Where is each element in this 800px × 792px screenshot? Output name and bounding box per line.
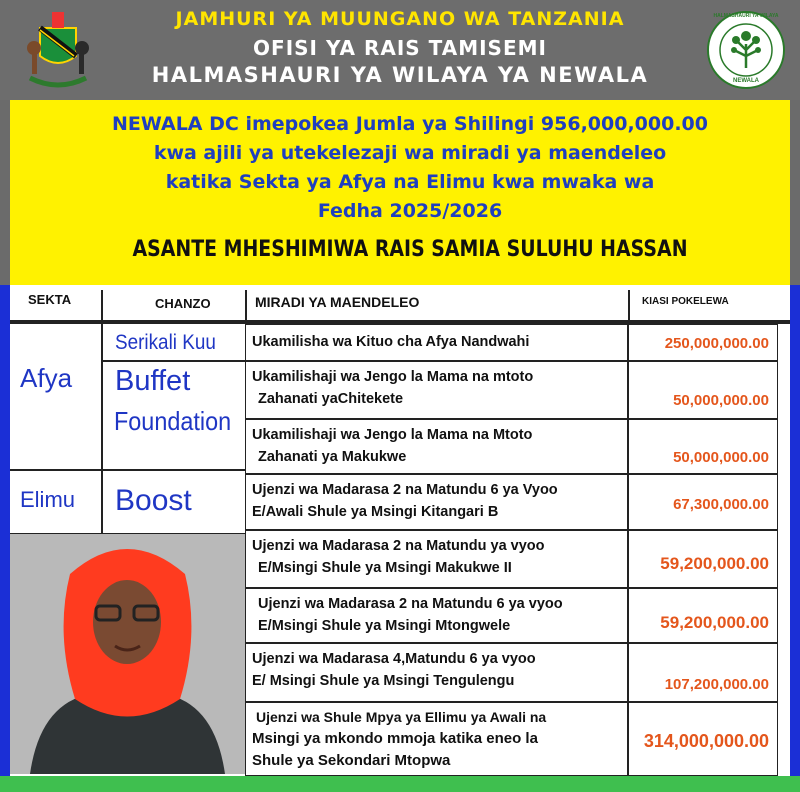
amount-row-7: 107,200,000.00 bbox=[628, 643, 778, 702]
chanzo-foundation: Foundation bbox=[114, 406, 232, 436]
header-kiasi: KIASI POKELEWA bbox=[642, 296, 729, 307]
project-row-3 bbox=[245, 419, 628, 474]
project-7-line-2: E/ Msingi Shule ya Msingi Tengulengu bbox=[252, 673, 515, 689]
project-2-line-1: Ukamilishaji wa Jengo la Mama na mtoto bbox=[252, 369, 534, 385]
project-8-line-2: Msingi ya mkondo mmoja katika eneo la bbox=[252, 730, 538, 747]
project-5-line-1: Ujenzi wa Madarasa 2 na Matundu ya vyoo bbox=[252, 538, 545, 554]
sekta-afya: Afya bbox=[20, 363, 73, 393]
announcement-line-2: kwa ajili ya utekelezaji wa miradi ya maendeleo bbox=[153, 142, 667, 164]
project-8-line-1: Ujenzi wa Shule Mpya ya Ellimu ya Awali na bbox=[256, 709, 547, 725]
project-6-line-2: E/Msingi Shule ya Msingi Mtongwele bbox=[258, 618, 511, 634]
project-row-5 bbox=[245, 530, 628, 588]
chanzo-buffet: Buffet bbox=[115, 365, 191, 397]
amount-row-6: 59,200,000.00 bbox=[628, 588, 778, 643]
left-blue-strip bbox=[0, 285, 10, 792]
sekta-divider bbox=[10, 469, 245, 471]
sekta-elimu: Elimu bbox=[20, 487, 76, 512]
bottom-green-bar bbox=[0, 776, 800, 792]
amount-row-4: 67,300,000.00 bbox=[628, 474, 778, 530]
project-row-4 bbox=[245, 474, 628, 530]
project-7-line-1: Ujenzi wa Madarasa 4,Matundu 6 ya vyoo bbox=[252, 651, 536, 667]
project-row-8 bbox=[245, 702, 628, 776]
project-8-line-3: Shule ya Sekondari Mtopwa bbox=[252, 752, 451, 769]
announcement-line-3: katika Sekta ya Afya na Elimu kwa mwaka wa bbox=[165, 171, 655, 193]
col-divider-3 bbox=[628, 290, 630, 324]
coat-of-arms-icon bbox=[22, 8, 94, 92]
portrait-icon bbox=[10, 534, 245, 774]
project-row-1 bbox=[245, 324, 628, 361]
district-logo bbox=[706, 10, 786, 90]
logo-text-top: HALMASHAURI YA WILAYA bbox=[713, 13, 779, 19]
project-3-line-1: Ukamilishaji wa Jengo la Mama na Mtoto bbox=[252, 427, 533, 443]
header-line-1: JAMHURI YA MUUNGANO WA TANZANIA bbox=[175, 8, 625, 30]
header-line-3: HALMASHAURI YA WILAYA YA NEWALA bbox=[151, 63, 649, 87]
project-5-line-2: E/Msingi Shule ya Msingi Makukwe II bbox=[258, 560, 512, 576]
project-row-7 bbox=[245, 643, 628, 702]
announcement-banner bbox=[10, 100, 790, 285]
project-1-text: Ukamilisha wa Kituo cha Afya Nandwahi bbox=[252, 334, 530, 350]
announcement-line-4: Fedha 2025/2026 bbox=[317, 200, 503, 222]
chanzo-boost: Boost bbox=[115, 484, 192, 517]
project-4-line-1: Ujenzi wa Madarasa 2 na Matundu 6 ya Vyoo bbox=[252, 482, 558, 498]
chanzo-serikali-kuu: Serikali Kuu bbox=[115, 331, 216, 354]
amount-row-2: 50,000,000.00 bbox=[628, 361, 778, 419]
header-miradi: MIRADI YA MAENDELEO bbox=[255, 294, 420, 310]
amount-row-3: 50,000,000.00 bbox=[628, 419, 778, 474]
announcement-line-1: NEWALA DC imepokea Jumla ya Shilingi 956,000,000.00 bbox=[112, 113, 708, 135]
logo-text-bottom: NEWALA bbox=[733, 78, 759, 84]
header-chanzo: CHANZO bbox=[155, 296, 211, 311]
col-divider-1 bbox=[101, 290, 103, 534]
project-2-line-2: Zahanati yaChitekete bbox=[258, 391, 404, 407]
amount-row-5: 59,200,000.00 bbox=[628, 530, 778, 588]
president-portrait bbox=[10, 534, 245, 774]
project-6-line-1: Ujenzi wa Madarasa 2 na Matundu 6 ya vyoo bbox=[258, 596, 563, 612]
thanks-line: ASANTE MHESHIMIWA RAIS SAMIA SULUHU HASSAN bbox=[132, 237, 688, 262]
header bbox=[0, 0, 800, 100]
project-row-2 bbox=[245, 361, 628, 419]
right-blue-strip bbox=[790, 285, 800, 792]
project-3-line-2: Zahanati ya Makukwe bbox=[258, 449, 407, 465]
project-row-6 bbox=[245, 588, 628, 643]
project-4-line-2: E/Awali Shule ya Msingi Kitangari B bbox=[252, 504, 499, 520]
col-divider-2 bbox=[245, 290, 247, 324]
header-line-2: OFISI YA RAIS TAMISEMI bbox=[253, 36, 547, 60]
header-sekta: SEKTA bbox=[28, 292, 72, 307]
chanzo-divider-1 bbox=[101, 360, 245, 362]
amount-row-1: 250,000,000.00 bbox=[628, 324, 778, 361]
amount-row-8: 314,000,000.00 bbox=[628, 702, 778, 776]
